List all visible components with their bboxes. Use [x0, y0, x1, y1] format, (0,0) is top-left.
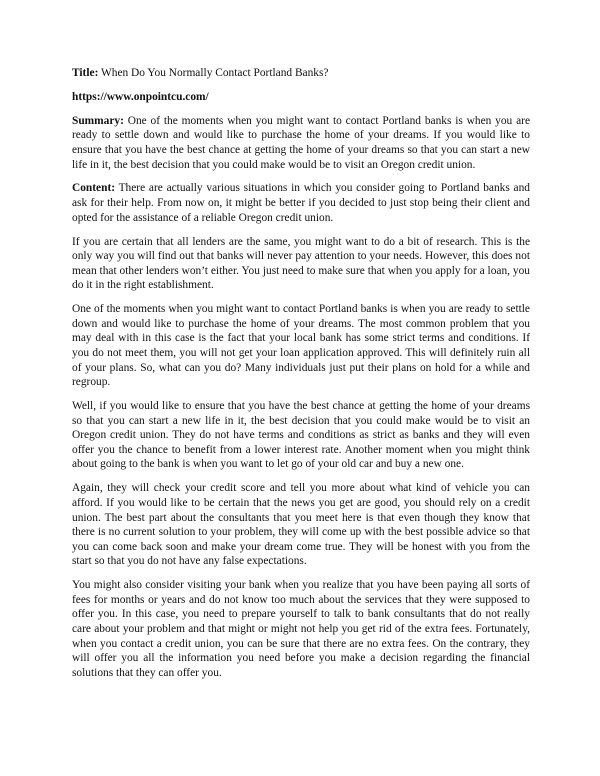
document-page — [72, 66, 530, 690]
body-paragraph-1: If you are certain that all lenders are the same, you might want to do a bit of research. This is the only way you will find out that banks will never pay attention to your needs. However, this does not mean that other lenders won’t either. You just need to make sure that when you apply for a loan, you do it in the right establishment. — [72, 235, 530, 292]
body-paragraph-2: One of the moments when you might want to contact Portland banks is when you are ready to settle down and would like to purchase the home of your dreams. The most common problem that you may deal with in this case is the fact that your local bank has some strict terms and conditions. If you do not meet them, you will not get your loan application approved. This will definitely ruin all of your plans. So, what can you do? Many individuals just put their plans on hold for a while and regroup. — [72, 303, 530, 389]
title-label: Title: — [72, 67, 99, 79]
summary-paragraph — [72, 114, 530, 172]
summary-text: One of the moments when you might want to contact Portland banks is when you are ready to settle down and would like to purchase the home of your dreams. If you would like to ensure that you have the best chance at getting the home of your dreams so that you can start a new life in it, the best decision that you could make would be to visit an Oregon credit union. — [72, 114, 530, 171]
body-paragraph-3: Well, if you would like to ensure that you have the best chance at getting the home of your dreams so that you can start a new life in it, the best decision that you could make would be to visit an Oregon credit union. They do not have terms and conditions as strict as banks and they will even offer you the chance to benefit from a lower interest rate. Another moment when you might think about going to the bank is when you want to let go of your old car and buy a new one. — [72, 400, 530, 471]
content-paragraph — [72, 181, 530, 225]
summary-label: Summary: — [72, 114, 124, 127]
body-paragraph-4: Again, they will check your credit score and tell you more about what kind of vehicle you can afford. If you would like to be certain that the news you get are good, you should rely on a credit union. The best part about the consultants that you meet here is that even though they know that there is no current solution to your problem, they will come up with the best possible advice so that you can come back soon and make your dream come true. They will be honest with you from the start so that you do not have any false expectations. — [72, 482, 530, 568]
content-label: Content: — [72, 182, 116, 195]
body-paragraph-5: You might also consider visiting your bank when you realize that you have been paying all sorts of fees for months or years and do not know too much about the services that they were supposed to offer you. In this case, you need to prepare yourself to talk to bank consultants that do not really care about your problem and that might or might not help you get rid of the extra fees. Fortunately, when you contact a credit union, you can be sure that there are no extra fees. On the contrary, they will offer you all the information you need before you make a decision regarding the financial solutions that they can offer you. — [72, 579, 530, 679]
source-url: https://www.onpointcu.com/ — [72, 90, 209, 103]
title-text: When Do You Normally Contact Portland Banks? — [98, 67, 329, 79]
title-line — [72, 66, 530, 81]
content-text: There are actually various situations in which you consider going to Portland banks and ask for their help. From now on, it might be better if you decided to just stop being their client and opted for the assistance of a reliable Oregon credit union. — [72, 182, 530, 224]
